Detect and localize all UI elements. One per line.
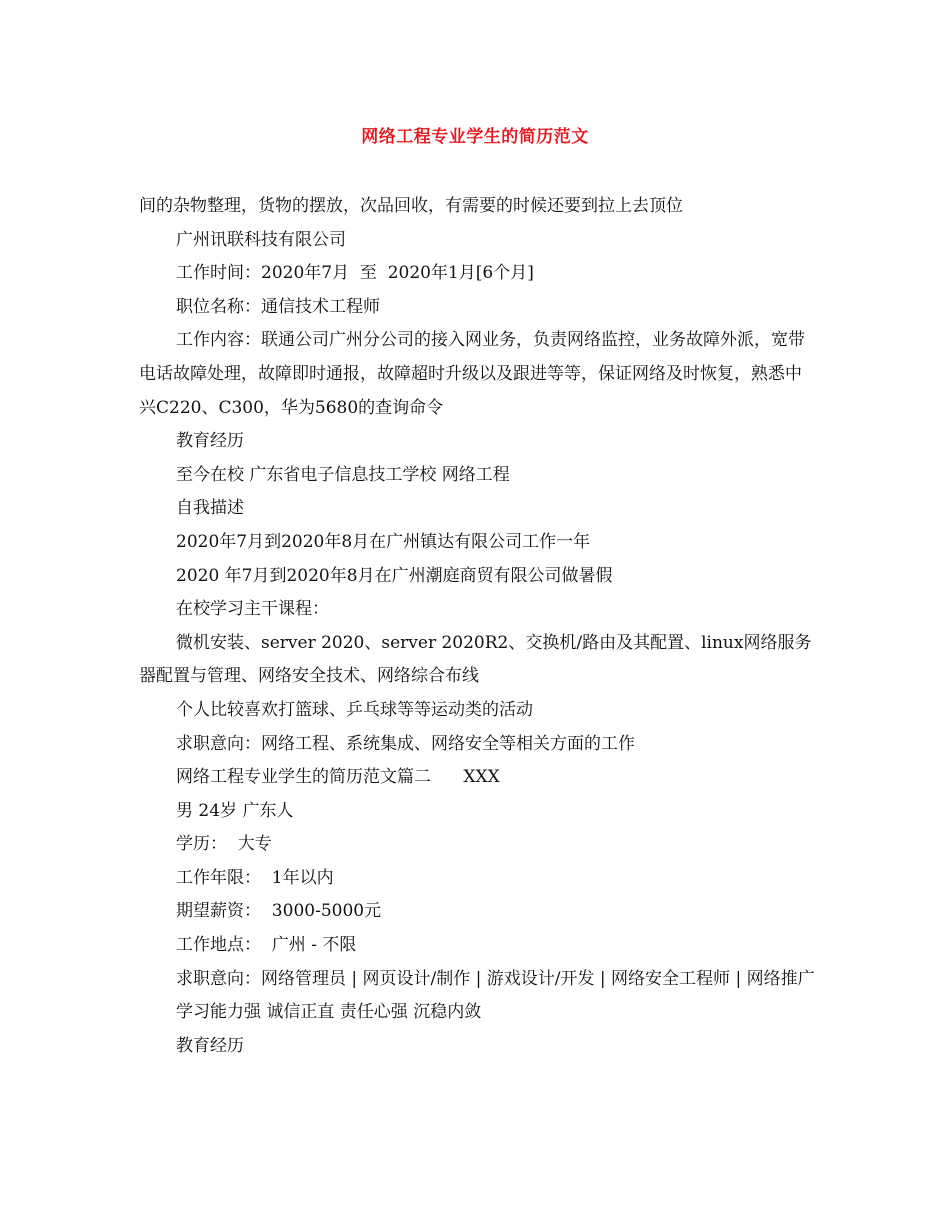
document-body xyxy=(139,190,817,1063)
paragraph: 广州讯联科技有限公司 xyxy=(176,229,346,250)
paragraph: 工作内容：联通公司广州分公司的接入网业务，负责网络监控，业务故障外派，宽带电话故障处理，故障即时通报，故障超时升级以及跟进等等，保证网络及时恢复，熟悉中兴C220、C300，华为5680的查询命令 xyxy=(139,330,805,418)
paragraph: 自我描述 xyxy=(176,498,244,519)
paragraph: 教育经历 xyxy=(176,1035,244,1056)
paragraph: 男 24岁 广东人 xyxy=(176,800,294,821)
paragraph: 工作时间：2020年7月 至 2020年1月[6个月] xyxy=(176,263,534,284)
paragraph: 间的杂物整理，货物的摆放，次品回收，有需要的时候还要到拉上去顶位 xyxy=(139,196,683,216)
paragraph: 教育经历 xyxy=(176,431,244,452)
paragraph: 求职意向：网络工程、系统集成、网络安全等相关方面的工作 xyxy=(176,733,635,754)
paragraph: 期望薪资： 3000-5000元 xyxy=(176,901,382,922)
paragraph: 工作地点： 广州 - 不限 xyxy=(176,935,357,956)
paragraph: 2020年7月到2020年8月在广州镇达有限公司工作一年 xyxy=(176,531,591,552)
paragraph: 学习能力强 诚信正直 责任心强 沉稳内敛 xyxy=(176,1002,482,1023)
paragraph: 在校学习主干课程： xyxy=(176,599,329,620)
paragraph: 至今在校 广东省电子信息技工学校 网络工程 xyxy=(176,464,510,485)
paragraph: 微机安装、server 2020、server 2020R2、交换机/路由及其配置、linux网络服务器配置与管理、网络安全技术、网络综合布线 xyxy=(139,632,812,687)
paragraph: 职位名称：通信技术工程师 xyxy=(176,296,380,317)
paragraph: 学历： 大专 xyxy=(176,834,272,855)
paragraph: 工作年限： 1年以内 xyxy=(176,867,334,888)
paragraph: 2020 年7月到2020年8月在广州潮庭商贸有限公司做暑假 xyxy=(176,565,613,586)
paragraph: 个人比较喜欢打篮球、乒乓球等等运动类的活动 xyxy=(176,699,533,720)
paragraph: 网络工程专业学生的简历范文篇二 XXX xyxy=(176,767,500,788)
paragraph: 求职意向：网络管理员 | 网页设计/制作 | 游戏设计/开发 | 网络安全工程师 | 网络推广 xyxy=(176,968,815,989)
document-title: 网络工程专业学生的简历范文 xyxy=(361,127,589,147)
